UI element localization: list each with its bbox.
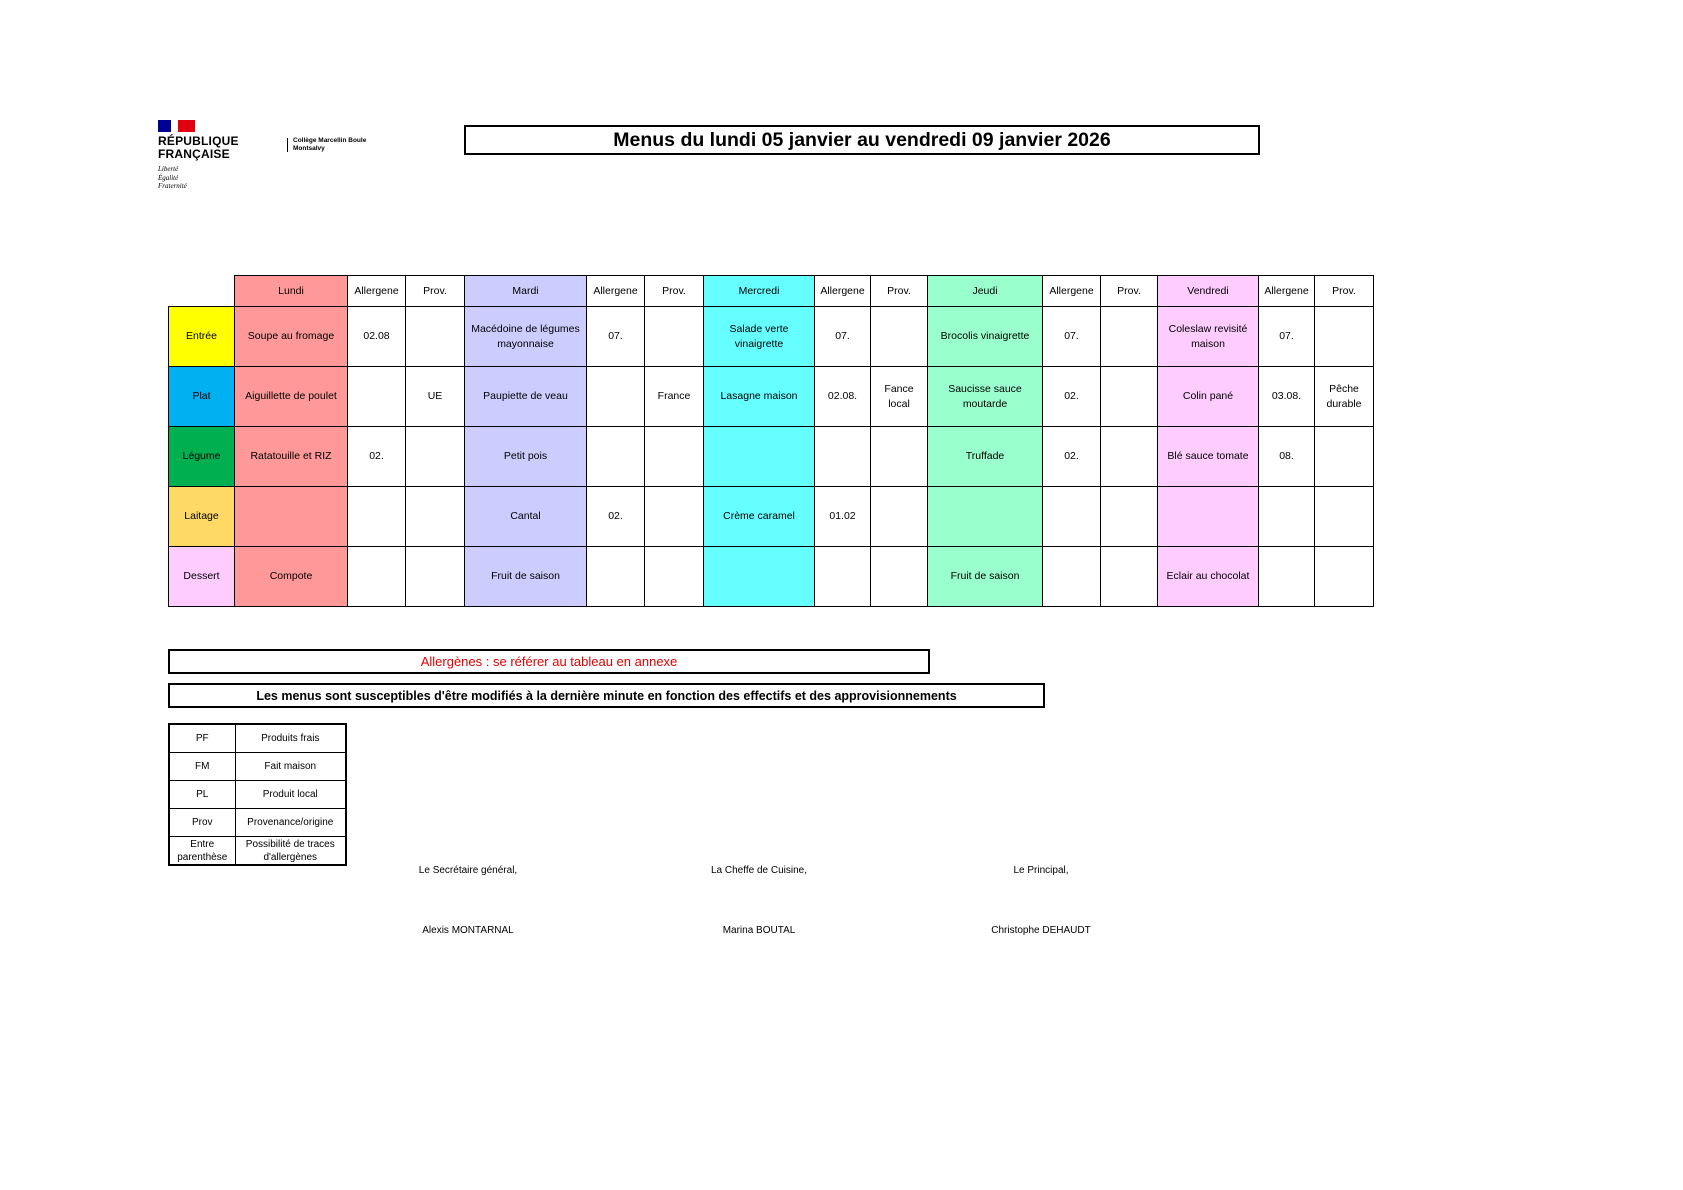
dish-cell [704,547,815,607]
header-prov: Prov. [645,276,704,307]
legend-code: Prov [169,809,235,837]
header-allergene: Allergene [1259,276,1315,307]
allergen-cell: 02. [348,427,406,487]
prov-cell [871,307,928,367]
dish-cell: Compote [235,547,348,607]
prov-cell [406,487,465,547]
row-label-legume: Légume [169,427,235,487]
dish-cell: Salade verte vinaigrette [704,307,815,367]
dish-cell: Paupiette de veau [465,367,587,427]
prov-cell [1101,427,1158,487]
allergen-cell: 08. [1259,427,1315,487]
allergen-cell [348,487,406,547]
prov-cell [1101,367,1158,427]
header-jeudi: Jeudi [928,276,1043,307]
dish-cell: Brocolis vinaigrette [928,307,1043,367]
francaise-line: FRANÇAISE [158,147,230,161]
allergen-cell [348,367,406,427]
header-allergene: Allergene [587,276,645,307]
header-allergene: Allergene [815,276,871,307]
legend-table [168,723,347,866]
republique-francaise-logo [158,118,398,194]
french-flag-icon [158,120,195,132]
prov-cell [1315,427,1374,487]
allergen-cell [1043,487,1101,547]
dish-cell: Aiguillette de poulet [235,367,348,427]
dish-cell [928,487,1043,547]
legend-meaning: Possibilité de traces d'allergènes [235,837,346,866]
menu-header-row [169,276,1374,307]
allergen-cell [1259,547,1315,607]
corner-cell [169,276,235,307]
header-allergene: Allergene [348,276,406,307]
header-prov: Prov. [871,276,928,307]
allergen-cell [587,427,645,487]
dish-cell: Macédoine de légumes mayonnaise [465,307,587,367]
allergen-cell [587,547,645,607]
legend-row [169,837,346,866]
header-lundi: Lundi [235,276,348,307]
motto-egalite: Égalité [158,173,179,182]
dish-cell: Truffade [928,427,1043,487]
signature-role-secretaire: Le Secrétaire général, [418,865,518,876]
prov-cell: France [645,367,704,427]
dish-cell: Eclair au chocolat [1158,547,1259,607]
dish-cell: Cantal [465,487,587,547]
dish-cell: Lasagne maison [704,367,815,427]
allergen-cell: 02.08 [348,307,406,367]
row-legume [169,427,1374,487]
header-mercredi: Mercredi [704,276,815,307]
allergen-cell [587,367,645,427]
allergen-note: Allergènes : se référer au tableau en annexe [168,649,930,674]
allergen-cell: 07. [1043,307,1101,367]
allergen-cell: 07. [587,307,645,367]
allergen-cell [348,547,406,607]
allergen-cell: 01.02 [815,487,871,547]
signature-name-principal: Christophe DEHAUDT [991,925,1091,936]
legend-meaning: Provenance/origine [235,809,346,837]
prov-cell [871,547,928,607]
allergen-cell: 02. [1043,427,1101,487]
signature-name-secretaire: Alexis MONTARNAL [422,925,514,936]
prov-cell [871,487,928,547]
legend-row [169,809,346,837]
dish-cell: Petit pois [465,427,587,487]
row-laitage [169,487,1374,547]
dish-cell: Ratatouille et RIZ [235,427,348,487]
legend-meaning: Fait maison [235,753,346,781]
college-line-1: Collège Marcellin Boule [293,137,367,144]
menu-table [168,275,1374,607]
dish-cell: Soupe au fromage [235,307,348,367]
prov-cell [406,547,465,607]
legend-row [169,781,346,809]
motto [158,165,187,191]
allergen-cell: 07. [815,307,871,367]
dish-cell [235,487,348,547]
college-line-2: Montsalvy [293,145,325,152]
prov-cell: Fance local [871,367,928,427]
header-mardi: Mardi [465,276,587,307]
legend-code: FM [169,753,235,781]
dish-cell: Colin pané [1158,367,1259,427]
allergen-cell: 02. [587,487,645,547]
republique-francaise-text [158,135,239,161]
dish-cell [1158,487,1259,547]
prov-cell [1315,547,1374,607]
prov-cell: UE [406,367,465,427]
row-label-entree: Entrée [169,307,235,367]
row-plat [169,367,1374,427]
allergen-cell: 02. [1043,367,1101,427]
legend-row [169,753,346,781]
header-allergene: Allergene [1043,276,1101,307]
prov-cell [406,307,465,367]
row-entree [169,307,1374,367]
header-prov: Prov. [1315,276,1374,307]
allergen-cell: 07. [1259,307,1315,367]
allergen-cell [1259,487,1315,547]
header-vendredi: Vendredi [1158,276,1259,307]
allergen-cell: 02.08. [815,367,871,427]
prov-cell [645,547,704,607]
prov-cell [645,307,704,367]
prov-cell [1101,547,1158,607]
prov-cell: Pêche durable [1315,367,1374,427]
republique-line: RÉPUBLIQUE [158,134,239,148]
prov-cell [1315,487,1374,547]
signature-role-principal: Le Principal, [1013,865,1069,876]
prov-cell [1101,307,1158,367]
college-name [293,137,366,153]
signature-role-cheffe: La Cheffe de Cuisine, [711,865,807,876]
legend-row [169,724,346,753]
prov-cell [1315,307,1374,367]
legend-code: PF [169,724,235,753]
page-title: Menus du lundi 05 janvier au vendredi 09 janvier 2026 [464,125,1260,155]
row-label-plat: Plat [169,367,235,427]
allergen-cell: 03.08. [1259,367,1315,427]
allergen-cell [1043,547,1101,607]
prov-cell [406,427,465,487]
prov-cell [1101,487,1158,547]
dish-cell: Blé sauce tomate [1158,427,1259,487]
dish-cell: Saucisse sauce moutarde [928,367,1043,427]
dish-cell: Fruit de saison [928,547,1043,607]
dish-cell: Crème caramel [704,487,815,547]
prov-cell [871,427,928,487]
legend-meaning: Produits frais [235,724,346,753]
motto-fraternite: Fraternité [158,182,187,190]
legend-code: Entre parenthèse [169,837,235,866]
header-prov: Prov. [1101,276,1158,307]
signature-name-cheffe: Marina BOUTAL [722,925,796,936]
prov-cell [645,427,704,487]
disclaimer-note: Les menus sont susceptibles d'être modifiés à la dernière minute en fonction des effectifs et des approvisionnements [168,683,1045,708]
legend-code: PL [169,781,235,809]
allergen-cell [815,547,871,607]
dish-cell: Coleslaw revisité maison [1158,307,1259,367]
motto-liberte: Liberté [158,165,179,173]
logo-separator [287,138,288,152]
header-prov: Prov. [406,276,465,307]
prov-cell [645,487,704,547]
row-dessert [169,547,1374,607]
row-label-dessert: Dessert [169,547,235,607]
dish-cell [704,427,815,487]
row-label-laitage: Laitage [169,487,235,547]
legend-meaning: Produit local [235,781,346,809]
allergen-cell [815,427,871,487]
dish-cell: Fruit de saison [465,547,587,607]
